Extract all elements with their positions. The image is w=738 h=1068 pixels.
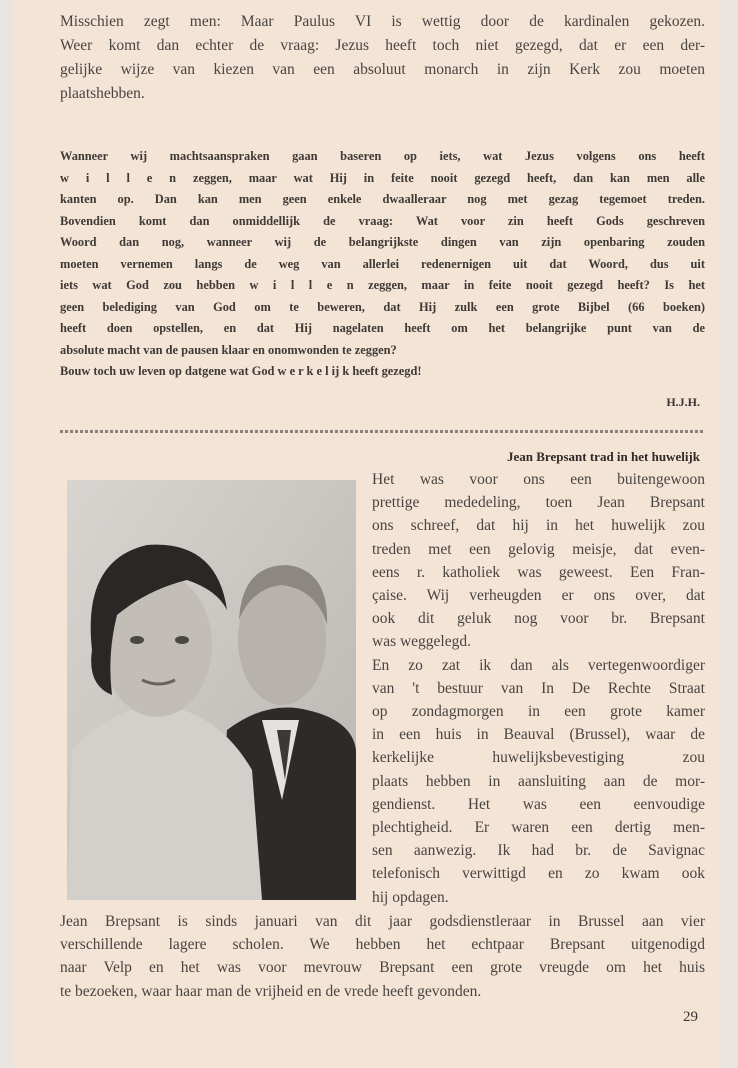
- text-line: En zo zat ik dan als vertegenwoordiger: [372, 656, 705, 674]
- text-line: op zondagmorgen in een grote kamer: [372, 703, 705, 721]
- text-line: w i l l e n zeggen, maar wat Hij in feite nooit gezegd heeft, dan kan men alle: [60, 170, 705, 185]
- text-line: Wanneer wij machtsaanspraken gaan baseren op iets, wat Jezus volgens ons heeft: [60, 149, 705, 163]
- article-column: [372, 468, 705, 909]
- text-line: kerkelijke huwelijksbevestiging zou: [372, 749, 705, 767]
- text-line: plaatshebben.: [60, 85, 145, 102]
- text-line: Weer komt dan echter de vraag: Jezus heeft toch niet gezegd, dat er een der-: [60, 37, 705, 54]
- text-line: geen belediging van God om te beweren, dat Hij zulk een grote Bijbel (66 boeken): [60, 299, 705, 314]
- text-line: Bovendien komt dan onmiddellijk de vraag: Wat voor zin heeft Gods geschreven: [60, 213, 705, 228]
- text-line: prettige mededeling, toen Jean Brepsant: [372, 494, 705, 512]
- text-line: te bezoeken, waar haar man de vrijheid en de vrede heeft gevonden.: [60, 982, 482, 1000]
- text-line: hij opdagen.: [372, 888, 449, 906]
- text-line: Het was voor ons een buitengewoon: [372, 471, 705, 488]
- text-line: treden met een gelovig meisje, dat even-: [372, 540, 705, 558]
- text-line: naar Velp en het was voor mevrouw Brepsant een grote vreugde om het huis: [60, 959, 705, 977]
- text-line: plaats hebben in aansluiting aan de mor-: [372, 772, 705, 790]
- text-line: iets wat God zou hebben w i l l e n zeggen, maar in feite nooit gezegd heeft? Is het: [60, 278, 705, 292]
- text-line: ook dit geluk nog voor br. Brepsant: [372, 610, 705, 628]
- document-page: [14, 0, 720, 1068]
- text-line: in een huis in Beauval (Brussel), waar de: [372, 726, 705, 744]
- article-title: Jean Brepsant trad in het huwelijk: [507, 449, 700, 464]
- text-line: verschillende lagere scholen. We hebben het echtpaar Brepsant uitgenodigd: [60, 936, 705, 954]
- text-line: heeft doen opstellen, en dat Hij nagelaten heeft om het belangrijke punt van de: [60, 321, 705, 335]
- text-line: çaise. Wij verheugden er ons over, dat: [372, 587, 705, 605]
- text-line: Woord dan nog, wanneer wij de belangrijkste dingen van zijn openbaring zouden: [60, 235, 705, 249]
- text-line: Bouw toch uw leven op datgene wat God w e r k e l ij k heeft gezegd!: [60, 364, 422, 378]
- text-line: van 't bestuur van In De Rechte Straat: [372, 679, 705, 697]
- text-line: eens r. katholiek was geweest. Een Fran-: [372, 563, 705, 581]
- signature: H.J.H.: [666, 395, 700, 409]
- text-line: gendienst. Het was een eenvoudige: [372, 795, 705, 813]
- closing-paragraph: [60, 910, 705, 1003]
- text-line: Jean Brepsant is sinds januari van dit jaar godsdienstleraar in Brussel aan vier: [60, 913, 705, 930]
- photo-image: [67, 480, 356, 900]
- divider: [60, 430, 705, 433]
- text-line: telefonisch verwittigd en zo kwam ook: [372, 865, 705, 883]
- text-line: was weggelegd.: [372, 633, 471, 651]
- intro-paragraph: [60, 10, 705, 106]
- text-line: kanten op. Dan kan men geen enkele dwaalleraar nog met gezag tegemoet treden.: [60, 192, 705, 206]
- bold-paragraph: [60, 146, 705, 383]
- text-line: moeten vernemen langs de weg van allerlei redenernigen uit dat Woord, dus uit: [60, 256, 705, 271]
- text-line: sen aanwezig. Ik had br. de Savignac: [372, 842, 705, 860]
- text-line: gelijke wijze van kiezen van een absoluut monarch in zijn Kerk zou moeten: [60, 61, 705, 78]
- couple-photo: [67, 480, 356, 900]
- text-line: plechtigheid. Er waren een dertig men-: [372, 819, 705, 837]
- page-number: 29: [683, 1009, 698, 1025]
- text-line: Misschien zegt men: Maar Paulus VI is wettig door de kardinalen gekozen.: [60, 13, 705, 30]
- text-line: absolute macht van de pausen klaar en onomwonden te zeggen?: [60, 342, 397, 357]
- text-line: ons schreef, dat hij in het huwelijk zou: [372, 517, 705, 535]
